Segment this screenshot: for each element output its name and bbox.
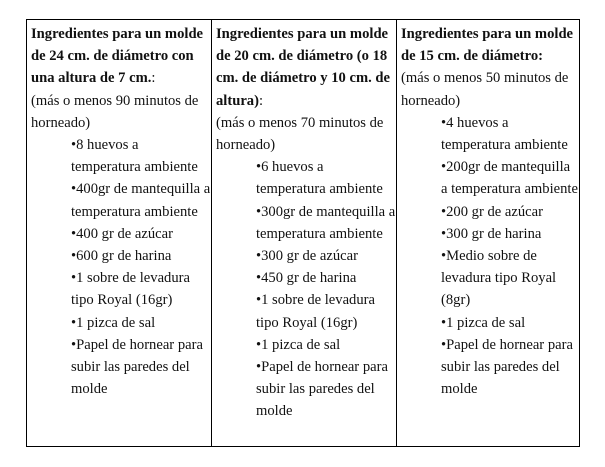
ingredient-list [401, 112, 579, 401]
baking-time-note: (más o menos 90 minutos de horneado) [31, 92, 199, 131]
ingredient-item: • Papel de hornear para subir las paredes del molde [441, 334, 579, 401]
ingredient-item: • 1 pizca de sal [441, 312, 579, 334]
heading-text: Ingredientes para un molde de 20 cm. de diámetro (o 18 cm. de diámetro y 10 cm. de altura) [216, 26, 391, 109]
ingredient-item: • 4 huevos a temperatura ambiente [441, 112, 579, 156]
ingredient-item: • 300 gr de harina [441, 223, 579, 245]
ingredient-item: • 8 huevos a temperatura ambiente [71, 134, 211, 178]
column-heading [216, 23, 396, 112]
column-24cm [27, 20, 211, 446]
ingredient-item: • 200gr de mantequilla a temperatura ambiente [441, 156, 579, 200]
baking-time-note: (más o menos 50 minutos de horneado) [401, 70, 569, 109]
ingredient-item: • 6 huevos a temperatura ambiente [256, 156, 396, 200]
ingredient-item: • Papel de hornear para subir las paredes del molde [256, 356, 396, 423]
ingredient-item: • 450 gr de harina [256, 267, 396, 289]
column-heading [401, 23, 579, 67]
heading-text: Ingredientes para un molde de 15 cm. de diámetro: [401, 26, 574, 65]
column-15cm [396, 20, 579, 446]
ingredient-item: • Papel de hornear para subir las paredes del molde [71, 334, 211, 401]
ingredient-item: • 300 gr de azúcar [256, 245, 396, 267]
ingredients-table [26, 19, 580, 447]
ingredient-list [31, 134, 211, 400]
ingredient-item: • 1 sobre de levadura tipo Royal (16gr) [256, 289, 396, 333]
heading-text: Ingredientes para un molde de 24 cm. de diámetro con una altura de 7 cm. [31, 26, 204, 87]
heading-tail: : [151, 70, 156, 87]
ingredient-list [216, 156, 396, 422]
ingredient-item: • 400gr de mantequilla a temperatura ambiente [71, 178, 211, 222]
ingredient-item: • 300gr de mantequilla a temperatura ambiente [256, 201, 396, 245]
ingredient-item: • 1 pizca de sal [256, 334, 396, 356]
column-20cm [211, 20, 396, 446]
column-heading [31, 23, 211, 90]
heading-tail: : [258, 92, 264, 109]
ingredient-item: • Medio sobre de levadura tipo Royal (8gr) [441, 245, 579, 312]
ingredient-item: • 1 sobre de levadura tipo Royal (16gr) [71, 267, 211, 311]
ingredient-item: • 1 pizca de sal [71, 312, 211, 334]
ingredient-item: • 600 gr de harina [71, 245, 211, 267]
ingredient-item: • 200 gr de azúcar [441, 201, 579, 223]
ingredient-item: • 400 gr de azúcar [71, 223, 211, 245]
baking-time-note: (más o menos 70 minutos de horneado) [216, 114, 384, 154]
